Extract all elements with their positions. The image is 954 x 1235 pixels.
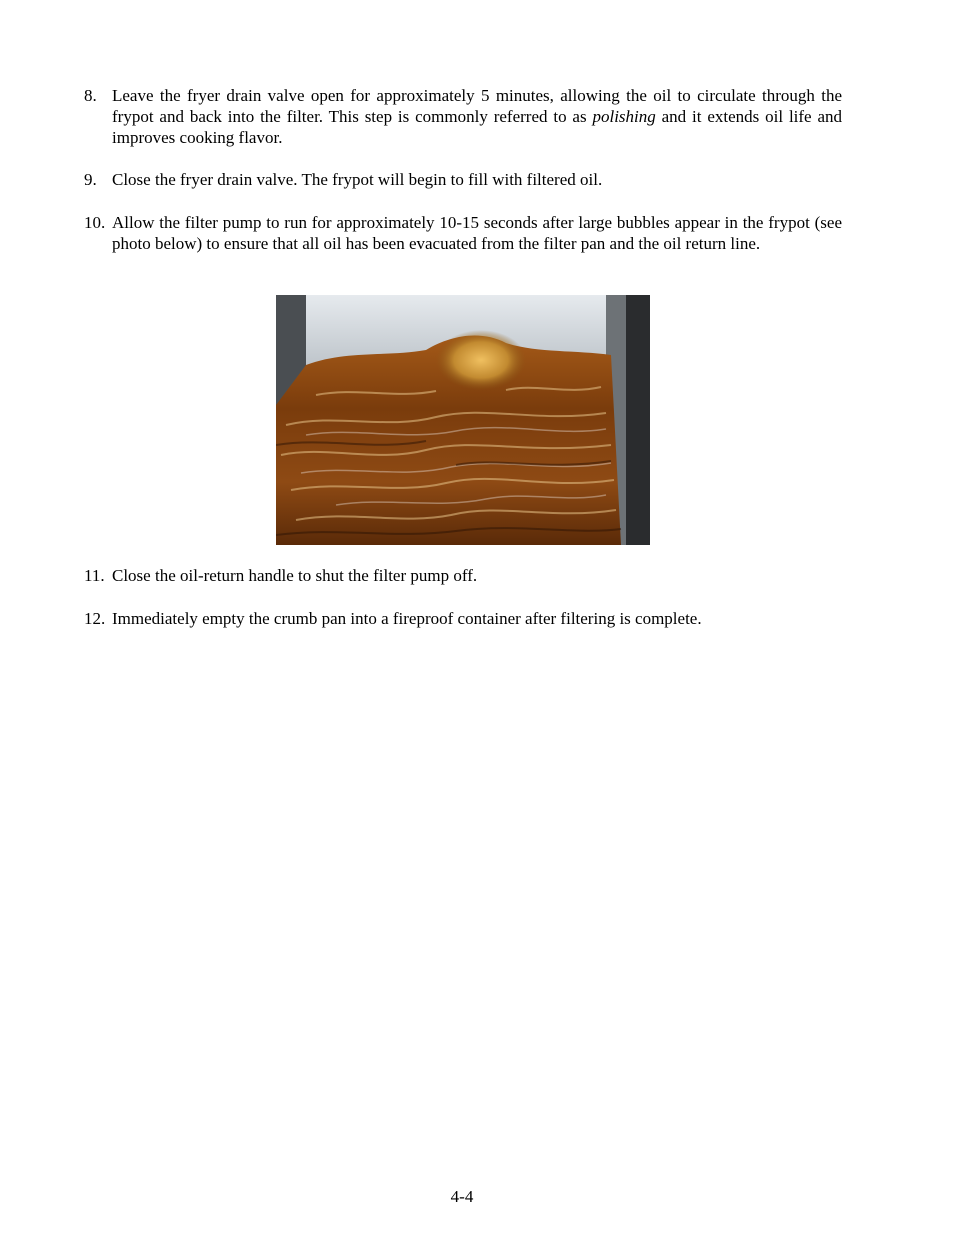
step-number: 12.: [84, 609, 106, 628]
step-text-part: Leave the fryer drain valve open for approximately 5 minutes, allowing the oil to circulate through the frypot and back into the filter. This step is commonly referred to as: [112, 86, 842, 126]
step-10: [84, 212, 842, 254]
page-number: 4-4: [450, 1187, 474, 1206]
step-12: [84, 608, 842, 629]
step-text-part: and it extends oil life and improves cooking flavor.: [112, 107, 842, 147]
emphasis-term: polishing: [592, 107, 656, 126]
step-text: Close the fryer drain valve. The frypot will begin to fill with filtered oil.: [112, 170, 603, 189]
step-text: Allow the filter pump to run for approximately 10-15 seconds after large bubbles appear in the frypot (see photo below) to ensure that all oil has been evacuated from the filter pan and the oil return line.: [112, 213, 842, 253]
step-11: [84, 565, 842, 586]
step-number: 10.: [84, 213, 106, 232]
frypot-bubbles-photo: [276, 295, 650, 545]
step-text: [112, 85, 842, 148]
step-text: Immediately empty the crumb pan into a fireproof container after filtering is complete.: [112, 609, 702, 628]
step-number: 9.: [84, 170, 97, 189]
step-8: [84, 85, 842, 148]
step-number: 8.: [84, 86, 97, 105]
step-text: Close the oil-return handle to shut the filter pump off.: [112, 566, 478, 585]
step-number: 11.: [84, 566, 105, 585]
step-9: [84, 169, 842, 190]
